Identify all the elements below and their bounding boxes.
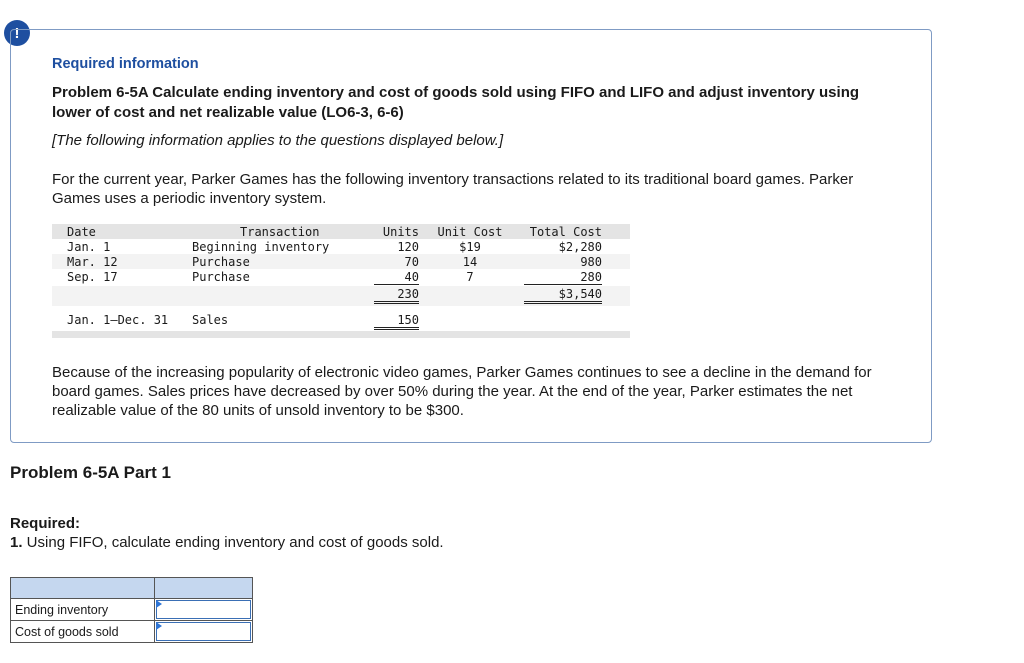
row-date: Jan. 1 [67,240,111,254]
cost-of-goods-sold-label: Cost of goods sold [11,621,155,643]
row-total-cost: $2,280 [558,240,602,254]
problem-title: Problem 6-5A Calculate ending inventory and cost of goods sold using FIFO and LIFO and adjust inventory using lower of cost and net realizable value (LO6-3, 6-6) [52,84,860,121]
row-transaction: Purchase [192,270,250,284]
info-note: [The following information applies to the questions displayed below.] [52,132,504,149]
table-row [52,254,630,269]
required-text: Using FIFO, calculate ending inventory and cost of goods sold. [22,534,444,551]
total-cost-sum: $3,540 [524,287,602,304]
row-date: Mar. 12 [67,255,118,269]
row-units: 40 [374,270,419,285]
total-units: 230 [374,287,419,304]
totals-row [52,286,630,306]
ending-inventory-label: Ending inventory [11,599,155,621]
header-transaction: Transaction [240,225,320,239]
ending-inventory-input[interactable] [156,600,251,619]
row-date: Sep. 17 [67,270,118,284]
row-total-cost: 980 [580,255,602,269]
answer-row-ending-inventory [11,599,253,621]
sales-units: 150 [374,313,419,330]
answer-table [10,577,253,643]
table-row [52,269,630,286]
inventory-transactions-table [52,224,630,329]
answer-table-header [11,578,253,599]
required-label: Required: [10,515,81,532]
closing-paragraph: Because of the increasing popularity of electronic video games, Parker Games continues to see a decline in the demand for board games. Sales prices have decreased by over 50% during the year. At the end of the year, Parker estimates the net realizable value of the 80 units of unsold inventory to be $300. [52,364,872,419]
input-marker-icon [156,622,162,630]
row-unit-cost: 14 [462,255,478,269]
header-date: Date [67,225,96,239]
row-transaction: Purchase [192,255,250,269]
required-number: 1. [10,534,23,551]
intro-paragraph: For the current year, Parker Games has the following inventory transactions related to its traditional board games. Parker Games uses a periodic inventory system. [52,171,854,207]
cost-of-goods-sold-input[interactable] [156,622,251,641]
sales-transaction: Sales [192,313,229,327]
row-total-cost: 280 [524,270,602,285]
input-marker-icon [156,600,162,608]
header-units: Units [382,225,419,239]
sales-date: Jan. 1–Dec. 31 [67,313,169,327]
required-information-title: Required information [52,56,199,72]
header-unit-cost: Unit Cost [437,225,503,239]
sales-row [52,312,630,329]
row-unit-cost: $19 [459,240,481,254]
table-row [52,239,630,254]
row-unit-cost: 7 [466,270,474,284]
alert-icon: ! [4,20,30,46]
header-total-cost: Total Cost [529,225,602,239]
row-transaction: Beginning inventory [192,240,330,254]
part-title: Problem 6-5A Part 1 [10,463,171,482]
required-instruction [10,534,444,551]
table-header-row [52,224,630,239]
row-units: 120 [397,240,419,254]
required-information-panel [10,29,932,443]
answer-row-cost-of-goods-sold [11,621,253,643]
row-units: 70 [404,255,419,269]
table-footer-bar [52,331,630,338]
